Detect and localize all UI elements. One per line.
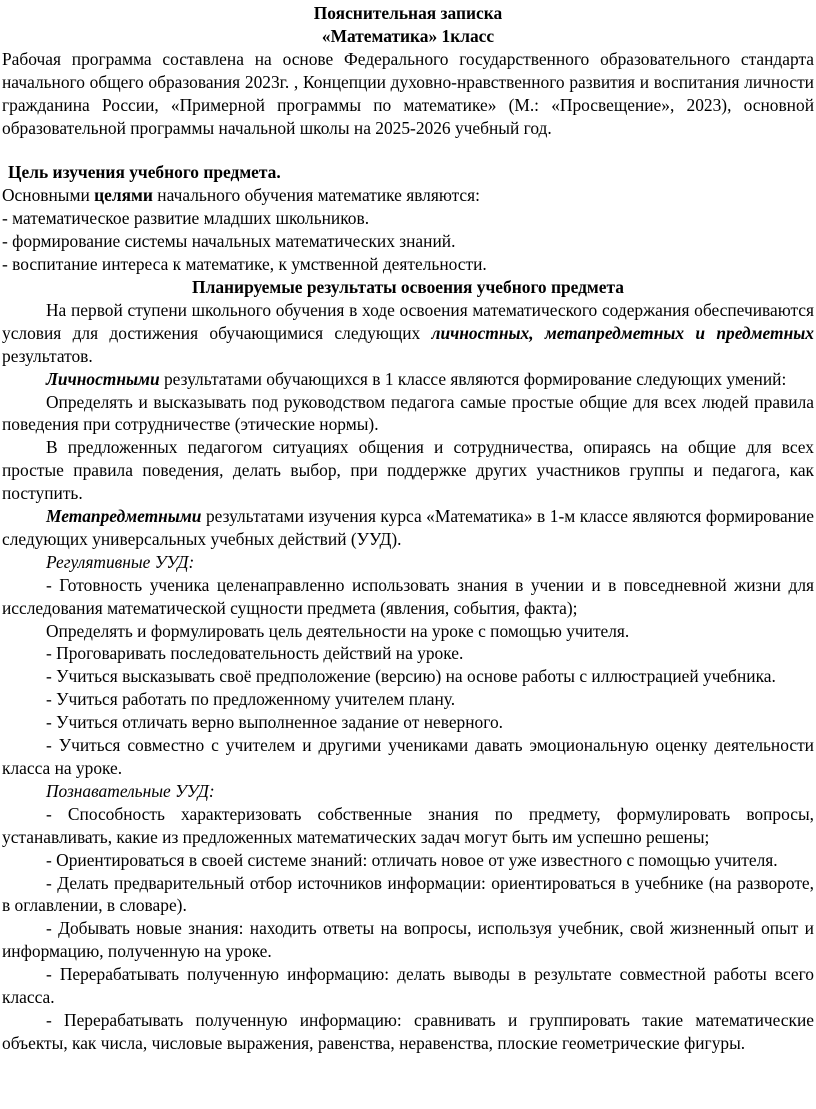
goal-item: - формирование системы начальных математических знаний. [2, 231, 456, 252]
regulative-item: - Учиться высказывать своё предположение (версию) на основе работы с иллюстрацией учебника. [46, 666, 776, 687]
personal-item: Определять и высказывать под руководством педагога самые простые общие для всех людей правила поведения при сотрудничестве (этические нормы). [2, 391, 814, 435]
personal-text: результатами обучающихся в 1 классе являются формирование следующих умений: [159, 368, 787, 389]
document-title: Пояснительная записка [313, 3, 503, 23]
regulative-item: - Проговаривать последовательность действий на уроке. [46, 643, 464, 664]
goal-item: - воспитание интереса к математике, к умственной деятельности. [2, 254, 487, 275]
cognitive-item: - Делать предварительный отбор источников информации: ориентироваться в учебнике (на развороте, в оглавлении, в словаре). [2, 872, 814, 916]
personal-lead: Личностными [46, 368, 160, 389]
goal-intro-after: начального обучения математике являются: [152, 185, 480, 206]
goal-heading-text: Цель изучения учебного предмета. [8, 162, 281, 183]
results-intro [2, 299, 814, 368]
regulative-item: - Готовность ученика целенаправленно использовать знания в учении и в повседневной жизни для исследования математической сущности предмета (явления, события, факта); [2, 574, 814, 618]
cognitive-item: - Ориентироваться в своей системе знаний: отличать новое от уже известного с помощью учителя. [46, 849, 778, 870]
results-intro-after: результатов. [2, 345, 93, 366]
personal-results [2, 368, 814, 391]
goal-intro-bold: целями [94, 185, 153, 206]
results-heading: Планируемые результаты освоения учебного предмета [192, 276, 624, 297]
cognitive-item: - Добывать новые знания: находить ответы на вопросы, используя учебник, свой жизненный опыт и информацию, полученную на уроке. [2, 918, 814, 962]
meta-lead: Метапредметными [46, 506, 202, 527]
meta-text: результатами изучения курса «Математика» в 1-м классе являются формирование следующих универсальных учебных действий (УУД). [2, 506, 814, 549]
cognitive-heading [2, 780, 814, 803]
cognitive-item: - Перерабатывать полученную информацию: делать выводы в результате совместной работы всего класса. [2, 964, 814, 1008]
cognitive-item: - Способность характеризовать собственные знания по предмету, формулировать вопросы, устанавливать, какие из предложенных математических задач могут быть им успешно решены; [2, 803, 814, 847]
personal-item: В предложенных педагогом ситуациях общения и сотрудничества, опираясь на общие для всех простые правила поведения, делать выбор, при поддержке других участников группы и педагога, как поступить. [2, 437, 814, 504]
goal-heading [2, 161, 814, 184]
regulative-item: - Учиться совместно с учителем и другими учениками давать эмоциональную оценку деятельности класса на уроке. [2, 735, 814, 778]
goal-intro-before: Основными [2, 185, 95, 206]
goal-item: - математическое развитие младших школьников. [2, 208, 370, 229]
cognitive-heading-text: Познавательные УУД: [46, 780, 215, 801]
regulative-heading [2, 551, 814, 574]
document-subtitle: «Математика» 1класс [321, 25, 495, 46]
regulative-heading-text: Регулятивные УУД: [46, 551, 195, 572]
goal-intro [2, 184, 814, 207]
cognitive-item: - Перерабатывать полученную информацию: сравнивать и группировать такие математические объекты, как числа, числовые выражения, равенства, неравенства, плоские геометрические фигуры. [2, 1009, 814, 1053]
regulative-item: - Учиться работать по предложенному учителем плану. [46, 689, 456, 710]
results-intro-emphasis: личностных, метапредметных и предметных [431, 322, 814, 343]
regulative-item: Определять и формулировать цель деятельности на уроке с помощью учителя. [46, 620, 630, 641]
intro-paragraph: Рабочая программа составлена на основе Федерального государственного образовательного стандарта начального общего образования 2023г. , Концепции духовно-нравственного развития и воспитания личности гражданина России, «Примерной программы по математике» (М.: «Просвещение», 2023), основной образовательной программы начальной школы на 2025-2026 учебный год. [2, 48, 814, 138]
regulative-item: - Учиться отличать верно выполненное задание от неверного. [46, 712, 503, 733]
meta-results [2, 505, 814, 551]
results-intro-before: На первой ступени школьного обучения в ходе освоения математического содержания обеспечиваются условия для достижения обучающимися следующих [2, 299, 814, 343]
